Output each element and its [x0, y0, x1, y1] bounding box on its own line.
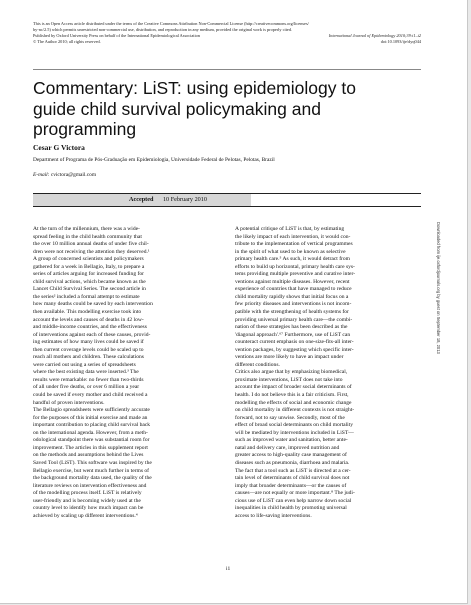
text-line: ventions against multiple diseases. However, recent: [235, 278, 350, 285]
text-line: and middle-income countries, and the effectiveness: [33, 324, 147, 331]
text-line: diseases such as pneumonia, diarrhoea and malaria.: [235, 459, 350, 466]
author-affiliation: Department of Programa de Pós-Graduação em Epidemiologia, Universidade Federal de Pelotas, Pelotas, Brazil: [33, 157, 275, 163]
license-line-1: This is an Open Access article distributed under the terms of the Creative Commons Attribution Non-Commercial License (http://creativecommons.org/licenses/: [33, 21, 309, 26]
text-line: for the purposes of this initial exercise and made an: [33, 414, 148, 421]
text-line: A group of concerned scientists and policymakers: [33, 256, 144, 263]
license-line-2: by-nc/2.5) which permits unrestricted non-commercial use, distribution, and reproduction in any medium, provided the original work is properly cited.: [33, 27, 293, 32]
text-line: such as improved water and sanitation, better ante-: [235, 437, 348, 444]
text-line: The Bellagio spreadsheets were sufficiently accurate: [33, 407, 150, 414]
text-line: 'diagonal approach'.⁶⁷ Furthermore, use of LiST can: [235, 331, 351, 338]
text-line: account the impact of broader social determinants of: [235, 384, 352, 391]
text-line: child mortality rapidly shows that initial focus on a: [235, 293, 349, 300]
journal-reference: International Journal of Epidemiology 2010;39:i1–i2: [328, 33, 421, 38]
text-line: efforts to build up horizontal, primary health care sys-: [235, 263, 355, 270]
text-line: the over 10 million annual deaths of under five chil-: [33, 241, 149, 248]
text-line: on child mortality in different contexts is not straight-: [235, 407, 355, 414]
text-line: user-friendly and is becoming widely used at the: [33, 497, 141, 504]
text-line: counteract current emphasis on one-size-fits-all inter-: [235, 339, 354, 346]
text-line: account the levels and causes of deaths in 42 low-: [33, 316, 144, 323]
text-line: the likely impact of each intervention, it would con-: [235, 233, 351, 240]
text-line: At the turn of the millennium, there was a wide-: [33, 226, 140, 232]
accepted-label: Accepted: [129, 196, 154, 203]
text-line: tribute to the implementation of vertical programmes: [235, 241, 353, 248]
text-line: tain level of determinants of child survival does not: [235, 475, 350, 482]
text-line: reach all mothers and children. These calculations: [33, 354, 144, 361]
text-line: Lancet Child Survival Series. The second article in: [33, 286, 146, 293]
text-line: modelling the effects of social and economic change: [235, 399, 352, 406]
copyright-row: [33, 39, 421, 45]
text-line: providing universal primary health care—the combi-: [235, 316, 353, 323]
accepted-date: 10 February 2010: [162, 196, 207, 203]
text-line: different conditions.: [235, 361, 280, 368]
text-line: of all under five deaths, or over 6 million a year: [33, 384, 140, 391]
text-line: then available. This modelling exercise took into: [33, 309, 142, 316]
text-line: Saved Tool (LiST). This software was inspired by the: [33, 459, 152, 466]
text-line: A potential critique of LiST is that, by estimating: [235, 226, 345, 232]
text-line: patible with the strengthening of health systems for: [235, 309, 349, 316]
text-line: in the spirit of what used to be known as selective: [235, 248, 346, 255]
accepted-bar: [33, 193, 421, 207]
text-line: literature reviews on intervention effectiveness and: [33, 482, 147, 489]
text-line: ventions are more likely to have an impact under: [235, 354, 344, 361]
text-line: the background mortality data used, the quality of the: [33, 475, 152, 482]
doi: doi:10.1093/ije/dyq044: [380, 39, 421, 44]
text-line: nation of these strategies has been described as the: [235, 324, 348, 331]
text-line: how many deaths could be saved by each intervention: [33, 301, 153, 308]
text-line: tems providing multiple preventive and curative inter-: [235, 271, 356, 278]
license-header: [33, 21, 421, 45]
copyright-line: © The Author 2010; all rights reserved.: [33, 39, 101, 44]
text-line: inequalities in child health by promoting universal: [235, 505, 347, 512]
text-line: dren were not receiving the attention they deserved.¹: [33, 248, 150, 255]
text-line: of interventions against each of these causes, provid-: [33, 331, 151, 338]
text-line: then current coverage levels could be scaled up to: [33, 346, 144, 353]
text-line: vention packages, by suggesting which specific inter-: [235, 346, 354, 353]
text-line: causes—are not equally or more important.⁸ The judi-: [235, 490, 355, 497]
text-line: where the best existing data were inserted.³ The: [33, 369, 139, 376]
text-line: access to life-saving interventions.: [235, 512, 312, 519]
right-column: [235, 226, 420, 520]
text-line: odological standpoint there was substantial room for: [33, 437, 150, 444]
text-line: health. I do not believe this is a fair criticism. First,: [235, 392, 349, 399]
text-line: improvement. The articles in this supplement report: [33, 444, 148, 451]
text-line: greater access to high-quality case management of: [235, 452, 347, 459]
text-line: primary health care.⁵ As such, it would detract from: [235, 256, 350, 263]
text-line: imply that broader determinants—or the causes of: [235, 482, 347, 489]
text-line: Bellagio exercise, but went much further in terms of: [33, 467, 149, 474]
text-line: cious use of LiST can even help narrow down social: [235, 497, 352, 504]
email-address: cvictora@gmail.com: [50, 172, 97, 178]
text-line: effect of broad social determinants on child mortality: [235, 422, 354, 429]
download-watermark: Downloaded from ije.oxfordjournals.org by guest on September 18, 2013: [436, 222, 441, 354]
text-line: child survival actions, which became known as the: [33, 278, 146, 285]
text-line: ing estimates of how many lives could be saved if: [33, 339, 144, 346]
article-title: Commentary: LiST: using epidemiology to guide child survival policymaking and programming: [33, 78, 356, 139]
text-line: will be mediated by interventions included in LiST—: [235, 429, 354, 436]
publisher-line: Published by Oxford University Press on behalf of the International Epidemiological Association: [33, 33, 200, 38]
text-line: spread feeling in the child health community that: [33, 233, 142, 240]
text-line: gathered for a week in Bellagio, Italy, to prepare a: [33, 263, 145, 270]
author-name: Cesar G Victora: [33, 143, 85, 152]
header-divider: [33, 69, 421, 70]
page-number: i1: [226, 566, 231, 572]
text-line: were carried out using a series of spreadsheets: [33, 361, 136, 368]
text-line: experience of countries that have managed to reduce: [235, 286, 352, 293]
text-line: country level to identify how much impact can be: [33, 505, 144, 512]
text-line: achieved by scaling up different interventions.⁴: [33, 512, 138, 519]
text-line: proximate interventions, LiST does not take into: [235, 376, 343, 383]
text-line: Critics also argue that by emphasizing biomedical,: [235, 369, 348, 376]
text-line: the series² included a formal attempt to estimate: [33, 293, 140, 300]
text-line: of the modelling process itself. LiST is relatively: [33, 490, 142, 497]
text-line: could be saved if every mother and child received a: [33, 392, 148, 399]
text-line: The fact that a tool such as LiST is directed at a cer-: [235, 467, 351, 474]
left-column: [33, 226, 218, 520]
accepted-text: [129, 196, 207, 203]
author-email: [33, 172, 96, 178]
text-line: natal and delivery care, improved nutrition and: [235, 444, 340, 451]
text-line: few priority diseases and interventions is not incom-: [235, 301, 352, 308]
email-label: E-mail:: [33, 172, 50, 178]
text-line: series of articles arguing for increased funding for: [33, 271, 144, 278]
text-line: on the international agenda. However, from a meth-: [33, 429, 148, 436]
text-line: important contribution to placing child survival back: [33, 422, 151, 429]
text-line: handful of proven interventions.: [33, 399, 105, 406]
text-line: forward, not to say unwise. Secondly, most of the: [235, 414, 345, 421]
text-line: on the methods and assumptions behind the Lives: [33, 452, 144, 459]
text-line: results were remarkable: no fewer than two-thirds: [33, 376, 144, 383]
